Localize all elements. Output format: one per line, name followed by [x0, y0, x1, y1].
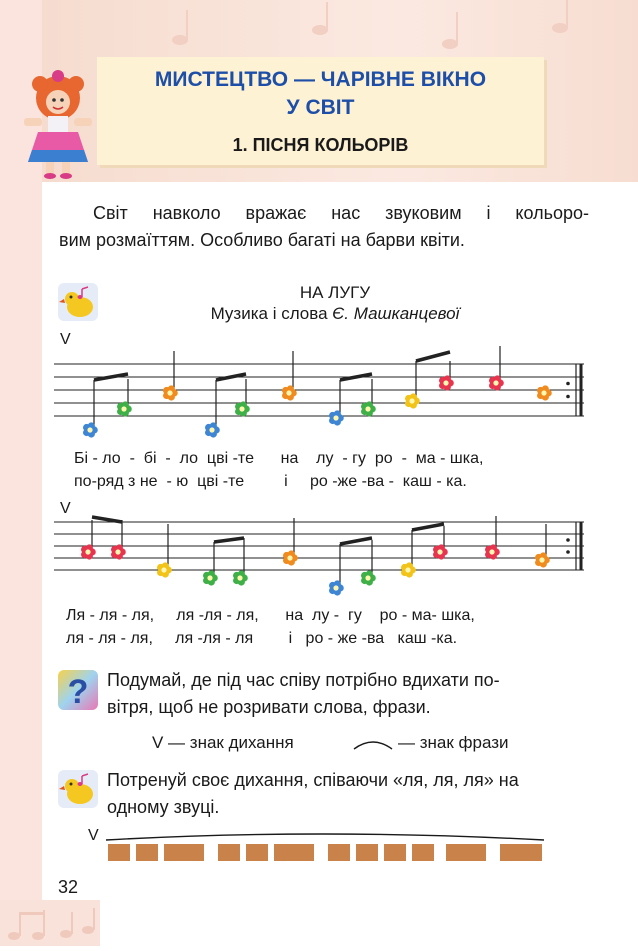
lyrics-staff2-line1: Ля - ля - ля, ля -ля - ля, на лу - гу ро - ма- шка,	[66, 607, 475, 624]
song-title: НА ЛУГУ	[299, 283, 371, 302]
flower-note-icon	[81, 544, 96, 559]
girl-illustration	[18, 70, 98, 180]
breath-block	[108, 844, 130, 861]
breath-mark: V	[60, 500, 71, 517]
intro-line-1: Світ навколо вражає нас звуковим і кольоро-	[93, 203, 589, 223]
question-line-1: Подумай, де під час співу потрібно вдихати по-	[107, 670, 500, 690]
breath-mark: V	[60, 331, 71, 348]
flower-note-icon	[117, 401, 132, 416]
breath-block	[500, 844, 542, 861]
exercise-text	[107, 767, 587, 821]
header-music-watermark	[120, 0, 620, 60]
flower-note-icon	[439, 375, 454, 390]
bird-singing-icon	[58, 283, 98, 321]
flower-note-icon	[205, 422, 220, 437]
flower-note-icon	[282, 385, 297, 400]
phrase-arc	[106, 834, 544, 840]
flower-note-icon	[283, 550, 298, 565]
lesson-title: 1. ПІСНЯ КОЛЬОРІВ	[232, 135, 409, 155]
exercise-line-1: Потренуй своє дихання, співаючи «ля, ля, ля» на	[107, 770, 519, 790]
breath-block	[164, 844, 204, 861]
page-number: 32	[58, 877, 79, 897]
chapter-title	[97, 66, 544, 122]
breath-block	[136, 844, 158, 861]
music-staff-2	[54, 512, 594, 602]
flower-note-icon	[489, 375, 504, 390]
flower-note-icon	[111, 544, 126, 559]
intro-paragraph	[59, 200, 589, 254]
flower-note-icon	[233, 570, 248, 585]
breath-mark: V	[88, 827, 99, 844]
flower-note-icon	[401, 562, 416, 577]
flower-note-icon	[537, 385, 552, 400]
flower-note-icon	[535, 552, 550, 567]
song-author	[150, 304, 520, 324]
breath-block	[328, 844, 350, 861]
question-line-2: вітря, щоб не розривати слова, фрази.	[107, 697, 431, 717]
breath-block	[384, 844, 406, 861]
lyrics-staff1-line2: по-ряд з не - ю цві -те і ро -же -ва - каш - ка.	[74, 473, 467, 490]
phrase-legend: — знак фрази	[398, 733, 509, 752]
flower-note-icon	[361, 401, 376, 416]
breath-block	[446, 844, 486, 861]
breath-block	[412, 844, 434, 861]
music-notes-decoration	[0, 900, 100, 946]
music-staff-1	[54, 346, 594, 446]
exercise-line-2: одному звуці.	[107, 797, 220, 817]
music-notes-icon	[0, 900, 100, 946]
bird-singing-icon	[58, 770, 98, 808]
flower-note-icon	[433, 544, 448, 559]
chapter-title-line2: У СВІТ	[286, 96, 355, 119]
breathing-exercise-bars	[100, 826, 550, 862]
song-author-name: Є. Машканцевої	[332, 304, 460, 323]
song-author-prefix: Музика і слова	[210, 304, 333, 323]
chapter-title-line1: МИСТЕЦТВО — ЧАРІВНЕ ВІКНО	[154, 68, 487, 91]
flower-note-icon	[485, 544, 500, 559]
lyrics-staff1-line1: Бі - ло - бі - ло цві -те на лу - гу ро - ма - шка,	[74, 450, 484, 467]
question-mark-icon	[58, 670, 98, 710]
breath-block	[356, 844, 378, 861]
question-text	[107, 667, 587, 721]
flower-note-icon	[157, 562, 172, 577]
intro-line-2: вим розмаїттям. Особливо багаті на барви квіти.	[59, 230, 465, 250]
flower-note-icon	[405, 393, 420, 408]
breath-block	[274, 844, 314, 861]
flower-note-icon	[361, 570, 376, 585]
flower-note-icon	[163, 385, 178, 400]
flower-note-icon	[329, 410, 344, 425]
breath-legend: V — знак дихання	[152, 733, 294, 752]
flower-note-icon	[203, 570, 218, 585]
phrase-arc-icon	[352, 737, 394, 751]
svg-text:?: ?	[67, 673, 89, 710]
flower-note-icon	[235, 401, 250, 416]
flower-note-icon	[83, 422, 98, 437]
breath-block	[246, 844, 268, 861]
breath-block	[218, 844, 240, 861]
flower-note-icon	[329, 580, 344, 595]
lyrics-staff2-line2: ля - ля - ля, ля -ля - ля і ро - же -ва каш -ка.	[66, 630, 458, 647]
